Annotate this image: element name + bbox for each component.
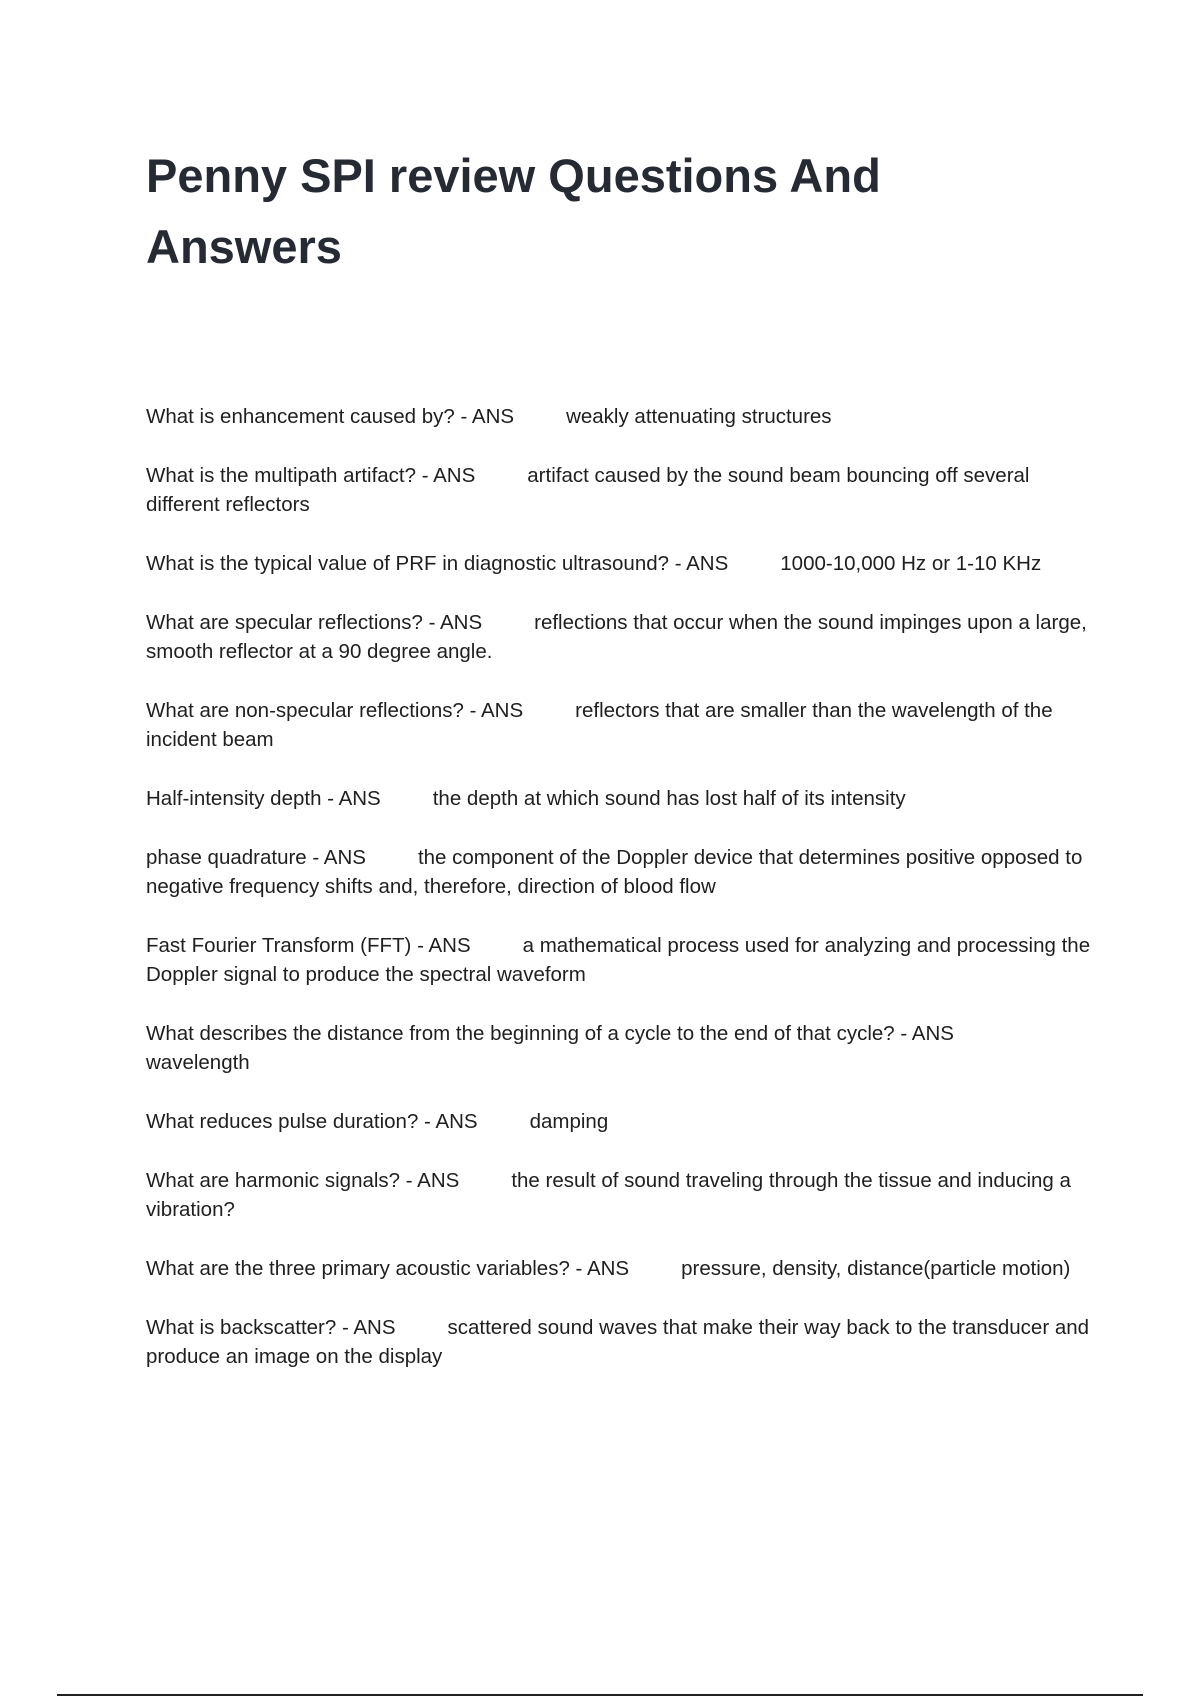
question-text: phase quadrature - ANS [146,846,366,869]
answer-text: artifact caused by the sound beam bouncing off several different reflectors [146,464,1030,516]
answer-text: wavelength [146,1051,250,1074]
answer-text: weakly attenuating structures [566,405,832,428]
qa-item [146,1254,1096,1283]
qa-list [146,402,1096,1401]
qa-item [146,608,1096,666]
question-text: What are harmonic signals? - ANS [146,1169,460,1192]
document-title: Penny SPI review Questions And Answers [146,149,881,273]
answer-text: reflections that occur when the sound impinges upon a large, smooth reflector at a 90 degree angle. [146,611,1087,663]
question-text: What reduces pulse duration? - ANS [146,1110,478,1133]
question-text: Fast Fourier Transform (FFT) - ANS [146,934,471,957]
qa-item [146,931,1096,989]
question-text: What is enhancement caused by? - ANS [146,405,515,428]
answer-text: the result of sound traveling through the tissue and inducing a vibration? [146,1169,1071,1221]
question-text: What are the three primary acoustic variables? - ANS [146,1257,630,1280]
question-text: What is the typical value of PRF in diagnostic ultrasound? - ANS [146,552,729,575]
question-text: What are specular reflections? - ANS [146,611,483,634]
answer-text: pressure, density, distance(particle motion) [681,1257,1071,1280]
answer-text: reflectors that are smaller than the wavelength of the incident beam [146,699,1053,751]
answer-text: damping [529,1110,609,1133]
question-text: Half-intensity depth - ANS [146,787,381,810]
qa-item [146,696,1096,754]
footer-rule [57,1694,1143,1696]
qa-item [146,1166,1096,1224]
question-text: What describes the distance from the beginning of a cycle to the end of that cycle? - ANS [146,1022,954,1045]
qa-item [146,1019,1096,1077]
answer-text: the component of the Doppler device that determines positive opposed to negative frequency shifts and, therefore, direction of blood flow [146,846,1083,898]
question-text: What is backscatter? - ANS [146,1316,396,1339]
answer-text: the depth at which sound has lost half of its intensity [432,787,906,810]
qa-item [146,784,1096,813]
qa-item [146,1313,1096,1371]
answer-text: scattered sound waves that make their way back to the transducer and produce an image on the display [146,1316,1090,1368]
qa-item [146,461,1096,519]
question-text: What is the multipath artifact? - ANS [146,464,476,487]
answer-text: 1000-10,000 Hz or 1-10 KHz [780,552,1042,575]
qa-item [146,1107,1096,1136]
question-text: What are non-specular reflections? - ANS [146,699,524,722]
qa-item [146,402,1096,431]
qa-item [146,843,1096,901]
qa-item [146,549,1096,578]
answer-text: a mathematical process used for analyzing and processing the Doppler signal to produce the spectral waveform [146,934,1091,986]
